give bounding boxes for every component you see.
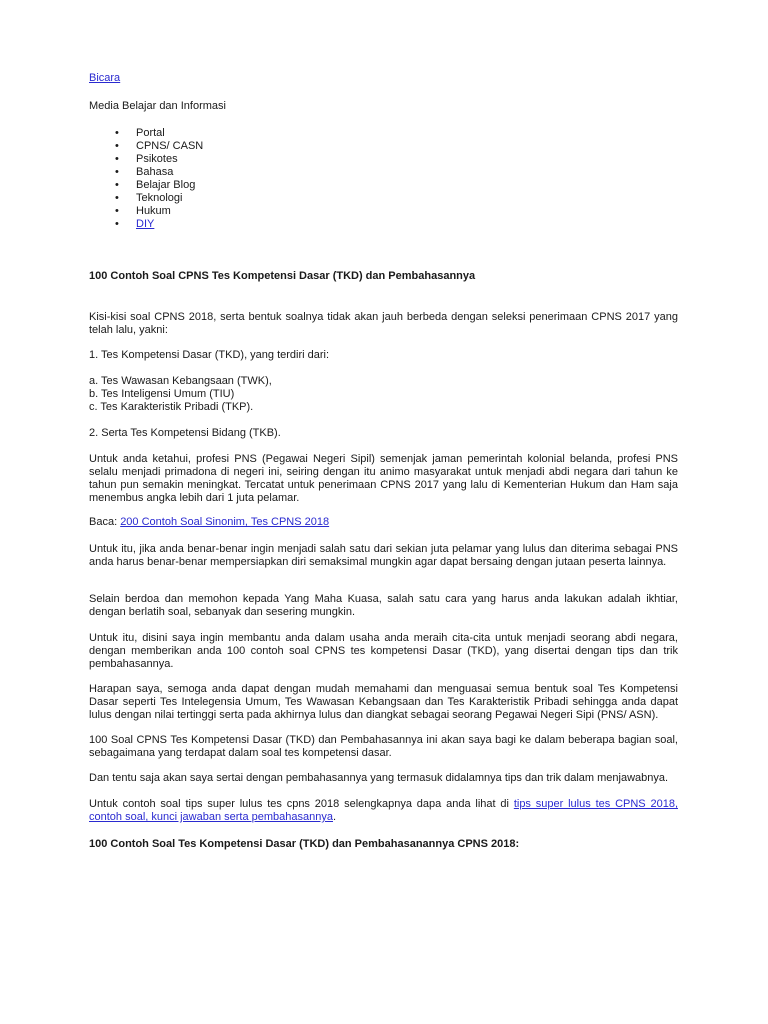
menu-item-cpns[interactable]: • CPNS/ CASN	[115, 140, 204, 152]
sub-item-twk: a. Tes Wawasan Kebangsaan (TWK),	[89, 375, 272, 387]
section-heading: 100 Contoh Soal Tes Kompetensi Dasar (TKD) dan Pembahasanannya CPNS 2018:	[89, 838, 520, 850]
paragraph-profesi: Untuk anda ketahui, profesi PNS (Pegawai Negeri Sipil) semenjak jaman pemerintah kolonial belanda, profesi PNS selalu menjadi primadona di negeri ini, seiring dengan itu animo masyarakat untuk menjadi abdi negara dari tahun ke tahun pun semakin meningkat. Tercatat untuk penerimaan CPNS 2017 yang lalu di Kementerian Hukum dan Ham saja menembus angka lebih dari 1 juta pelamar.	[89, 453, 678, 504]
menu-item-portal[interactable]: • Portal	[115, 127, 165, 139]
paragraph-berdoa: Selain berdoa dan memohon kepada Yang Maha Kuasa, salah satu cara yang harus anda lakukan adalah ikhtiar, dengan berlatih soal, sebanyak dan sesering mungkin.	[89, 593, 678, 618]
paragraph-intro: Kisi-kisi soal CPNS 2018, serta bentuk soalnya tidak akan jauh berbeda dengan seleksi penerimaan CPNS 2017 yang telah lalu, yakni:	[89, 311, 678, 336]
bullet-icon: •	[115, 192, 119, 204]
tips-link[interactable]: tips super lulus tes CPNS 2018, contoh soal, kunci jawaban serta pembahasannya	[89, 798, 678, 823]
bullet-icon: •	[115, 218, 119, 230]
paragraph-bagian-soal: 100 Soal CPNS Tes Kompetensi Dasar (TKD) dan Pembahasannya ini akan saya bagi ke dalam beberapa bagian soal, sebagaimana yang terdapat dalam soal tes kompetensi dasar.	[89, 734, 678, 759]
paragraph-tips: Untuk contoh soal tips super lulus tes cpns 2018 selengkapnya dapa anda lihat di tips super lulus tes CPNS 2018, contoh soal, kunci jawaban serta pembahasannya.	[89, 798, 678, 823]
menu-item-psikotes[interactable]: • Psikotes	[115, 153, 178, 165]
sub-item-tiu: b. Tes Inteligensi Umum (TIU)	[89, 388, 235, 400]
bullet-icon: •	[115, 127, 119, 139]
tagline: Media Belajar dan Informasi	[89, 100, 226, 112]
article-title: 100 Contoh Soal CPNS Tes Kompetensi Dasar (TKD) dan Pembahasannya	[89, 270, 476, 282]
bullet-icon: •	[115, 140, 119, 152]
bicara-link[interactable]: Bicara	[89, 72, 121, 84]
list-item-tkd: 1. Tes Kompetensi Dasar (TKD), yang terdiri dari:	[89, 349, 330, 361]
menu-item-belajar-blog[interactable]: • Belajar Blog	[115, 179, 196, 191]
bullet-icon: •	[115, 179, 119, 191]
list-item-tkb: 2. Serta Tes Kompetensi Bidang (TKB).	[89, 427, 281, 439]
bullet-icon: •	[115, 166, 119, 178]
paragraph-membantu: Untuk itu, disini saya ingin membantu anda dalam usaha anda meraih cita-cita untuk menjadi seorang abdi negara, dengan memberikan anda 100 contoh soal CPNS tes kompetensi Dasar (TKD), yang disertai dengan tips dan trik pembahasannya.	[89, 632, 678, 670]
paragraph-untuk-itu: Untuk itu, jika anda benar-benar ingin menjadi salah satu dari sekian juta pelamar yang lulus dan diterima sebagai PNS anda harus benar-benar mempersiapkan diri semaksimal mungkin agar dapat bersaing dengan jutaan peserta lainnya.	[89, 543, 678, 568]
bullet-icon: •	[115, 205, 119, 217]
menu-item-diy[interactable]: • DIY	[115, 218, 155, 230]
baca-line: Baca: 200 Contoh Soal Sinonim, Tes CPNS 2018	[89, 516, 330, 528]
paragraph-pembahasan: Dan tentu saja akan saya sertai dengan pembahasannya yang termasuk didalamnya tips dan trik dalam menjawabnya.	[89, 772, 669, 784]
bullet-icon: •	[115, 153, 119, 165]
sub-item-tkp: c. Tes Karakteristik Pribadi (TKP).	[89, 401, 254, 413]
menu-item-hukum[interactable]: • Hukum	[115, 205, 171, 217]
menu-list	[89, 127, 203, 231]
paragraph-harapan: Harapan saya, semoga anda dapat dengan mudah memahami dan menguasai semua bentuk soal Tes Kompetensi Dasar seperti Tes Intelegensia Umum, Tes Wawasan Kebangsaan dan Tes Karakteristik Pribadi sehingga anda dapat lulus dengan nilai tertinggi serta pada akhirnya lulus dan diangkat sebagai seorang Pegawai Negeri Sipi (PNS/ ASN).	[89, 683, 678, 721]
baca-link[interactable]: 200 Contoh Soal Sinonim, Tes CPNS 2018	[120, 516, 330, 528]
menu-item-bahasa[interactable]: • Bahasa	[115, 166, 174, 178]
menu-item-teknologi[interactable]: • Teknologi	[115, 192, 183, 204]
